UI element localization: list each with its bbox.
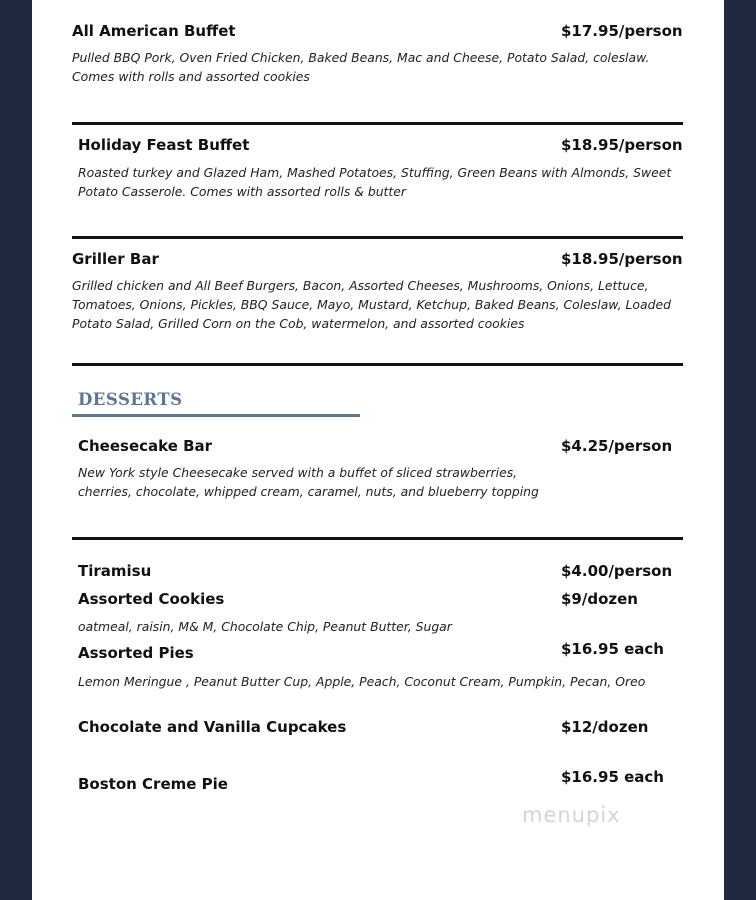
item-price-holiday-feast-buffet: $18.95/person xyxy=(561,136,683,154)
item-price-griller-bar: $18.95/person xyxy=(561,250,683,268)
item-name-assorted-pies: Assorted Pies xyxy=(78,644,194,662)
item-price-assorted-cookies: $9/dozen xyxy=(561,590,638,608)
item-price-assorted-pies: $16.95 each xyxy=(561,640,664,658)
item-name-assorted-cookies: Assorted Cookies xyxy=(78,590,225,608)
item-desc-cheesecake-bar: New York style Cheesecake served with a buffet of sliced strawberries, cherries, chocolate, whipped cream, caramel, nuts, and blueberry topping xyxy=(78,465,539,499)
item-name-all-american-buffet: All American Buffet xyxy=(72,22,236,40)
section-underline xyxy=(72,414,360,417)
item-name-tiramisu: Tiramisu xyxy=(78,562,152,580)
item-price-boston-creme-pie: $16.95 each xyxy=(561,768,664,786)
divider xyxy=(72,537,683,540)
item-price-tiramisu: $4.00/person xyxy=(561,562,673,580)
item-name-cheesecake-bar: Cheesecake Bar xyxy=(78,437,213,455)
divider xyxy=(72,363,683,366)
item-desc-assorted-pies: Lemon Meringue , Peanut Butter Cup, Apple, Peach, Coconut Cream, Pumpkin, Pecan, Oreo xyxy=(78,674,646,689)
item-name-boston-creme-pie: Boston Creme Pie xyxy=(78,775,228,793)
item-desc-holiday-feast-buffet: Roasted turkey and Glazed Ham, Mashed Potatoes, Stuffing, Green Beans with Almonds, Sweet Potato Casserole. Comes with assorted rolls & butter xyxy=(78,165,672,199)
item-price-cheesecake-bar: $4.25/person xyxy=(561,437,673,455)
item-price-all-american-buffet: $17.95/person xyxy=(561,22,683,40)
item-name-holiday-feast-buffet: Holiday Feast Buffet xyxy=(78,136,250,154)
section-heading-desserts: DESSERTS xyxy=(78,390,183,409)
item-price-cupcakes: $12/dozen xyxy=(561,718,649,736)
menu-page xyxy=(32,0,724,900)
item-desc-assorted-cookies: oatmeal, raisin, M& M, Chocolate Chip, Peanut Butter, Sugar xyxy=(78,619,452,634)
divider xyxy=(72,122,683,125)
divider xyxy=(72,236,683,239)
item-name-griller-bar: Griller Bar xyxy=(72,250,159,268)
watermark-logo: menupix xyxy=(522,803,621,827)
item-desc-griller-bar: Grilled chicken and All Beef Burgers, Bacon, Assorted Cheeses, Mushrooms, Onions, Lettuce, Tomatoes, Onions, Pickles, BBQ Sauce, Mayo, Mustard, Ketchup, Baked Beans, Coleslaw, Loaded Potato Salad, Grilled Corn on the Cob, watermelon, and assorted cookies xyxy=(72,278,671,331)
item-desc-all-american-buffet: Pulled BBQ Pork, Oven Fried Chicken, Baked Beans, Mac and Cheese, Potato Salad, coleslaw. Comes with rolls and assorted cookies xyxy=(72,50,650,84)
item-name-cupcakes: Chocolate and Vanilla Cupcakes xyxy=(78,718,347,736)
